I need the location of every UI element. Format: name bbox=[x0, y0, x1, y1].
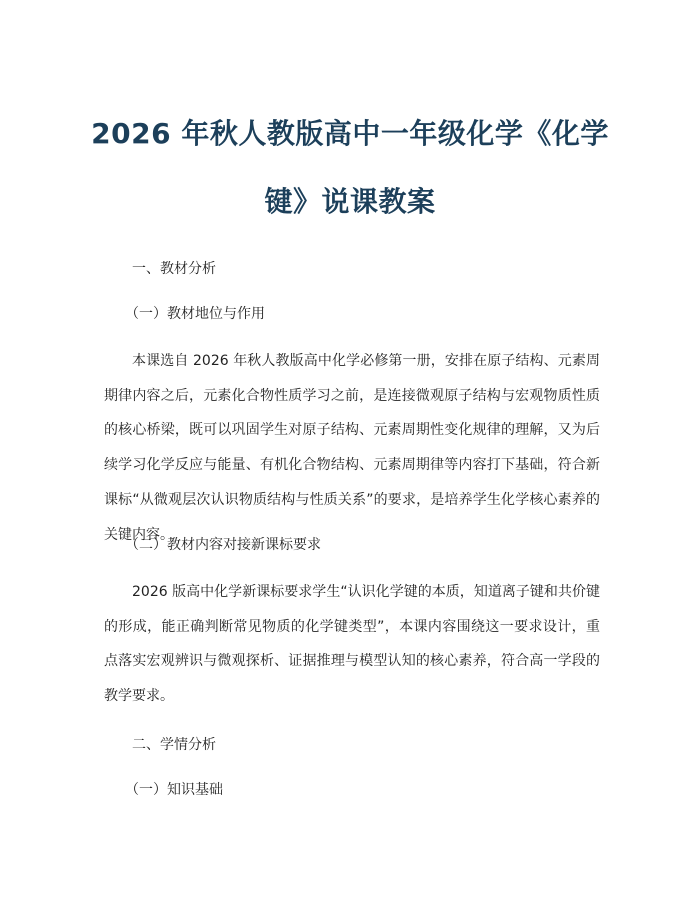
subsection-heading-status-and-role: （一）教材地位与作用 bbox=[125, 306, 265, 322]
subsection-heading-curriculum-alignment: （二）教材内容对接新课标要求 bbox=[125, 537, 321, 553]
document-title-line-1: 2026 年秋人教版高中一年级化学《化学 bbox=[91, 117, 609, 150]
subsection-heading-knowledge-base: （一）知识基础 bbox=[125, 782, 223, 798]
paragraph-curriculum-alignment: 2026 版高中化学新课标要求学生“认识化学键的本质，知道离子键和共价键的形成，能正确判断常见物质的化学键类型”，本课内容围绕这一要求设计，重点落实宏观辨识与微观探析、证据推理与模型认知的核心素养，符合高一学段的教学要求。 bbox=[104, 584, 600, 705]
section-heading-student-analysis: 二、学情分析 bbox=[132, 737, 216, 753]
section-heading-textbook-analysis: 一、教材分析 bbox=[132, 261, 216, 277]
document-title-line-2: 键》说课教案 bbox=[264, 185, 436, 218]
paragraph-status-and-role: 本课选自 2026 年秋人教版高中化学必修第一册，安排在原子结构、元素周期律内容之后，元素化合物性质学习之前，是连接微观原子结构与宏观物质性质的核心桥梁，既可以巩固学生对原子结构、元素周期性变化规律的理解，又为后续学习化学反应与能量、有机化合物结构、元素周期律等内容打下基础，符合新课标“从微观层次认识物质结构与性质关系”的要求，是培养学生化学核心素养的关键内容。 bbox=[104, 353, 600, 543]
